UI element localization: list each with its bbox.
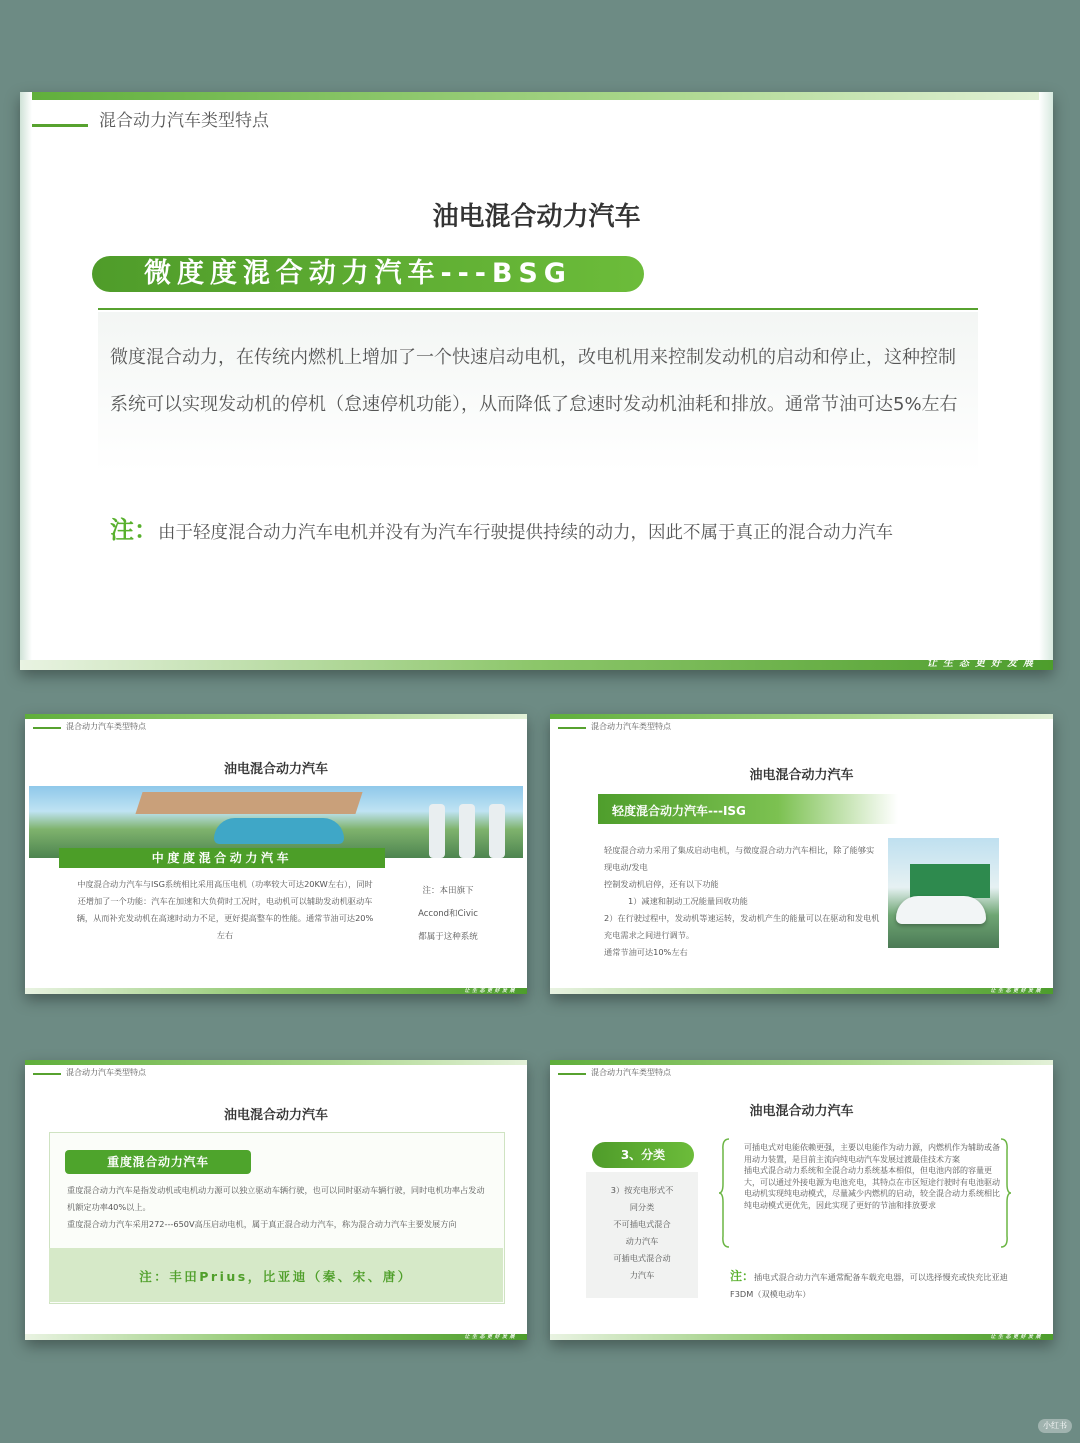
slide-title: 油电混合动力汽车 (749, 768, 854, 783)
body-line: 控制发动机启停，还有以下功能 (604, 879, 719, 889)
note-text: 插电式混合动力汽车通常配备车载充电器，可以选择慢充或快充比亚迪F3DM（双模电动车） (730, 1272, 1008, 1299)
corner-title: 混合动力汽车类型特点 (591, 1068, 671, 1077)
building-shape (910, 864, 990, 898)
charger-pole (489, 804, 505, 858)
slide-right-fade (1039, 92, 1053, 670)
slide-bottom-bar (25, 1334, 527, 1340)
note-text: 注：丰田Prius，比亚迪（秦、宋、唐） (139, 1269, 413, 1284)
body-line: 2）在行驶过程中，发动机等速运转，发动机产生的能量可以在驱动和发电机充电需求之间进行调节。 (604, 913, 880, 940)
slide-bsg (20, 92, 1053, 670)
section-band-label: 轻度混合动力汽车---ISG (612, 804, 746, 818)
corner-title: 混合动力汽车类型特点 (66, 1068, 146, 1077)
list-line: 力汽车 (629, 1270, 655, 1280)
side-note-line: Accond和Civic (418, 909, 478, 919)
list-line: 动力汽车 (625, 1236, 659, 1246)
body-text (604, 842, 880, 961)
list-line: 3）按充电形式不 (610, 1185, 674, 1195)
left-brace-icon (718, 1138, 730, 1248)
section-pill: 中度度混合动力汽车 (59, 848, 385, 868)
slide-left-fade (20, 92, 32, 670)
body-line: 通常节油可达10%左右 (604, 947, 688, 957)
body-line: 重度混合动力汽车是指发动机或电机动力源可以独立驱动车辆行驶，也可以同时驱动车辆行驶，同时电机功率占发动机额定功率40%以上。 (67, 1185, 485, 1212)
charger-pole (459, 804, 475, 858)
note (730, 1268, 1030, 1303)
list-line: 不可插电式混合 (613, 1219, 671, 1229)
slide-title: 油电混合动力汽车 (223, 762, 328, 777)
slide-medium-hybrid (25, 714, 527, 994)
note-bar (49, 1248, 503, 1302)
slide-isg (550, 714, 1053, 994)
body-line: 1）减速和制动工况能量回收功能 (628, 896, 748, 906)
body-text: 中度混合动力汽车与ISG系统相比采用高压电机（功率较大可达20KW左右），同时还增加了一个功能：汽车在加速和大负荷时工况时，电动机可以辅助发动机驱动车辆，从而补充发动机在高速时动力不足，更好提高整车的性能。通常节油可达20%左右 (76, 879, 374, 940)
slide-title: 油电混合动力汽车 (432, 202, 641, 232)
body-text: 微度混合动力，在传统内燃机上增加了一个快速启动电机，改电机用来控制发动机的启动和停止，这种控制系统可以实现发动机的停机（怠速停机功能），从而降低了怠速时发动机油耗和排放。通常节油可达5%左右 (110, 347, 958, 415)
watermark-badge: 小红书 (1038, 1419, 1072, 1433)
side-note-line: 都属于这种系统 (418, 932, 478, 942)
section-band (598, 794, 898, 824)
note-label: 注： (730, 1269, 755, 1283)
section-pill: 重度混合动力汽车 (65, 1150, 251, 1174)
slide-full-hybrid (25, 1060, 527, 1340)
side-note (403, 880, 493, 949)
corner-title: 混合动力汽车类型特点 (66, 722, 146, 731)
list-line: 可插电式混合动 (613, 1253, 671, 1263)
note-label: 注： (110, 516, 158, 544)
corner-title: 混合动力汽车类型特点 (99, 111, 269, 131)
slogan: 让生态更好发展 (464, 1334, 517, 1340)
corner-line (558, 1073, 586, 1075)
classification-list (586, 1172, 698, 1298)
slide-bottom-bar (550, 1334, 1053, 1340)
corner-line (33, 1073, 61, 1075)
body-line: 重度混合动力汽车采用272---650V高压启动电机，属于真正混合动力汽车，称为混合动力汽车主要发展方向 (67, 1219, 457, 1229)
side-note-line: 注：本田旗下 (422, 886, 474, 896)
electric-car-image (888, 838, 999, 948)
slogan: 让生态更好发展 (990, 988, 1043, 994)
car-shape (896, 896, 986, 924)
paragraph: 插电式混合动力系统和全混合动力系统基本相似，但电池内部的容量更大，可以通过外接电源为电池充电，其特点在市区短途行驶时有电池驱动电动机实现纯电动模式，尽量减少内燃机的启动，较全混合动力系统相比纯电动模式更优先，因此实现了更好的节油和排放要求 (744, 1166, 1000, 1210)
corner-line (32, 124, 88, 127)
corner-title: 混合动力汽车类型特点 (591, 722, 671, 731)
slogan: 让生态更好发展 (927, 658, 1039, 669)
slide-top-bar (25, 1060, 527, 1065)
slogan: 让生态更好发展 (464, 988, 517, 994)
list-line: 同分类 (629, 1202, 655, 1212)
slide-top-bar (25, 714, 527, 719)
paragraph: 可插电式对电能依赖更强，主要以电能作为动力源，内燃机作为辅助或备用动力装置，是目前主流向纯电动汽车发展过渡最佳技术方案 (744, 1143, 1000, 1164)
slide-bottom-bar (550, 988, 1053, 994)
slide-bottom-bar (25, 988, 527, 994)
slide-classification (550, 1060, 1053, 1340)
slogan: 让生态更好发展 (990, 1334, 1043, 1340)
slide-top-bar (550, 714, 1053, 719)
section-pill: 3、分类 (592, 1142, 694, 1168)
corner-line (558, 727, 586, 729)
divider (98, 308, 978, 310)
plugin-description (744, 1142, 1000, 1211)
canopy-shape (135, 792, 362, 814)
corner-line (33, 727, 61, 729)
slide-top-bar (550, 1060, 1053, 1065)
car-shape (214, 818, 344, 844)
slide-title: 油电混合动力汽车 (223, 1108, 328, 1123)
slide-bottom-bar (20, 660, 1053, 670)
slide-top-bar (20, 92, 1053, 100)
section-pill: 微度度混合动力汽车---BSG (92, 256, 644, 292)
classification-lines (586, 1172, 698, 1284)
body-line: 轻度混合动力采用了集成启动电机，与微度混合动力汽车相比，除了能够实现电动/发电 (604, 845, 875, 872)
right-brace-icon (1000, 1138, 1012, 1248)
note (110, 510, 1010, 545)
note-text: 由于轻度混合动力汽车电机并没有为汽车行驶提供持续的动力，因此不属于真正的混合动力汽车 (158, 523, 893, 543)
slide-title: 油电混合动力汽车 (749, 1104, 854, 1119)
body-text (67, 1182, 487, 1233)
charger-pole (429, 804, 445, 858)
